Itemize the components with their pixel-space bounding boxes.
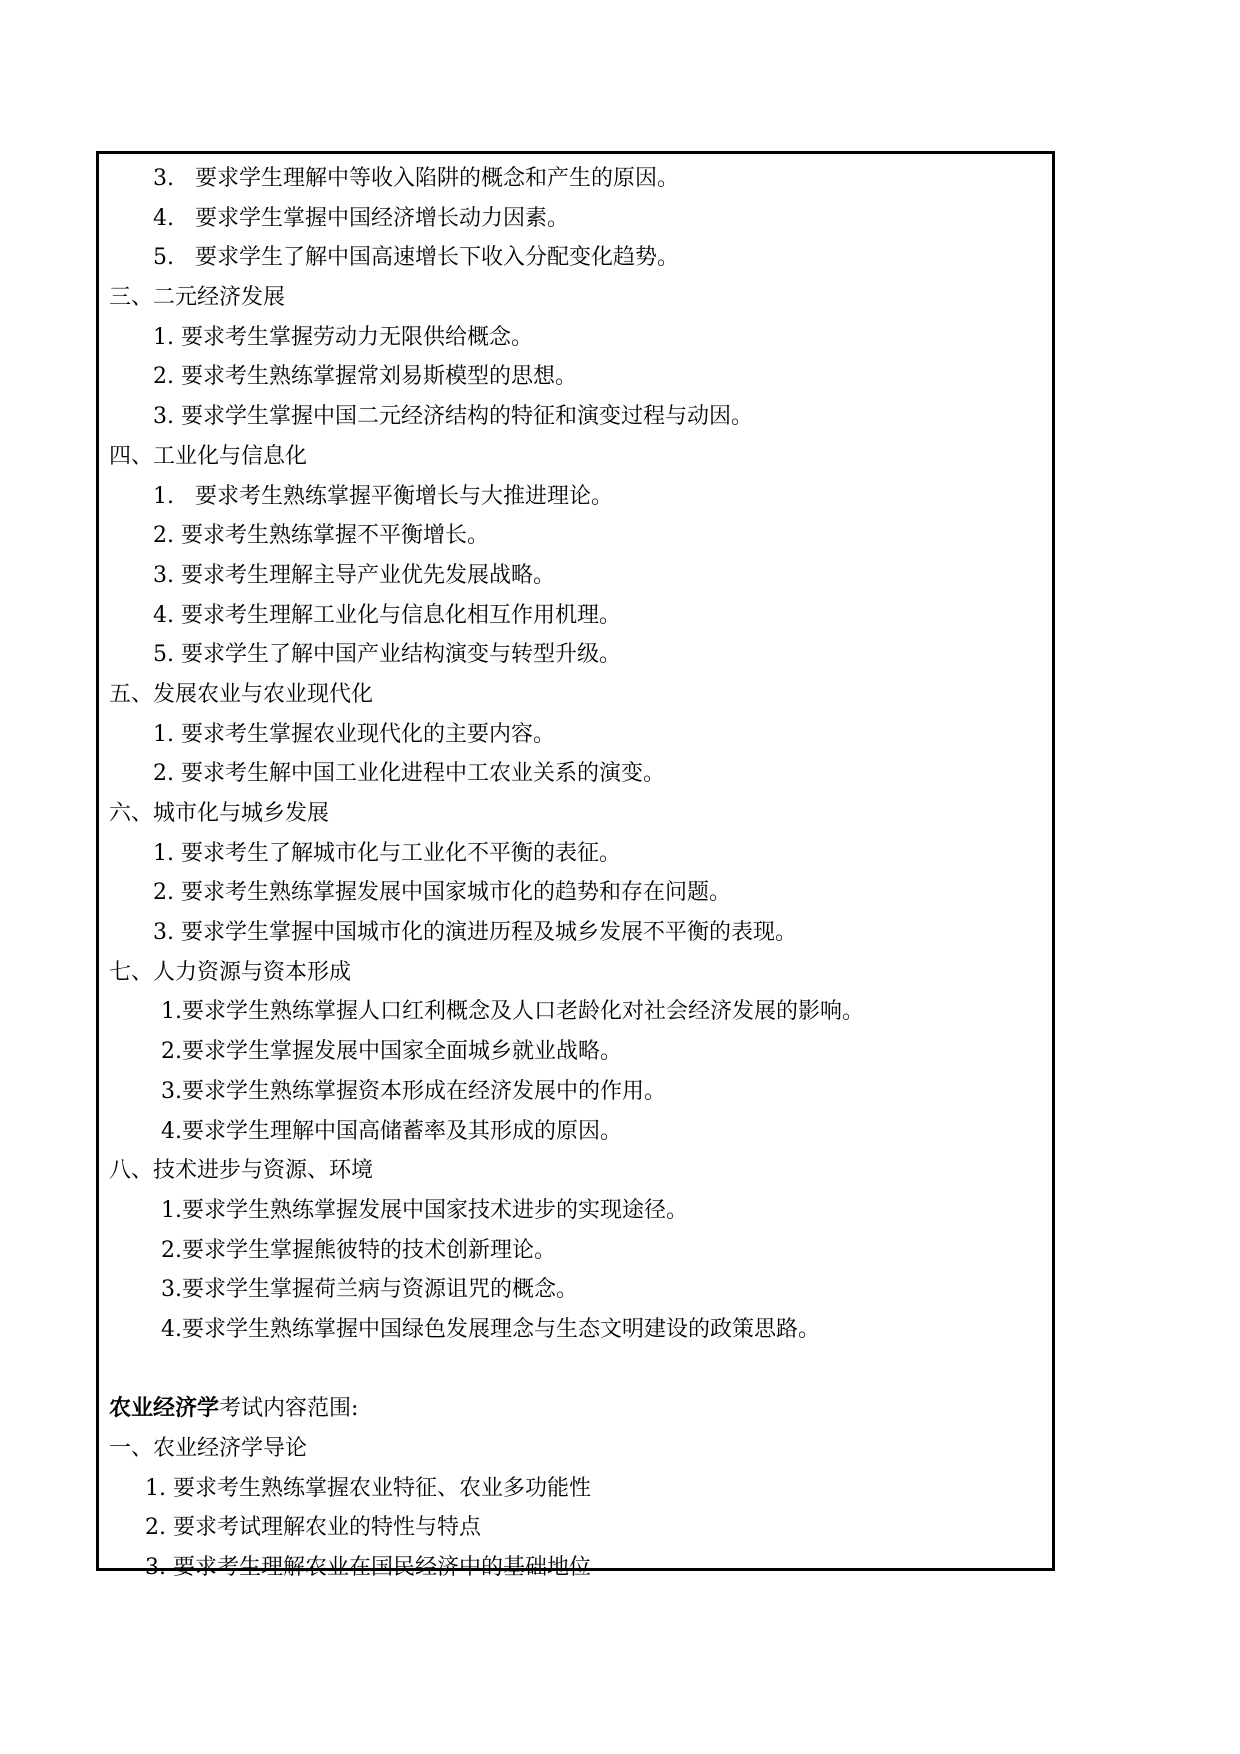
list-item: 3.要求学生掌握荷兰病与资源诅咒的概念。 [161, 1277, 578, 1303]
list-item: 2.要求学生掌握发展中国家全面城乡就业战略。 [161, 1039, 622, 1065]
subject-title: 农业经济学 [109, 1395, 220, 1422]
list-item: 1. 要求考生掌握农业现代化的主要内容。 [153, 721, 555, 747]
section-heading: 五、发展农业与农业现代化 [109, 681, 374, 707]
list-item: 5. 要求学生了解中国产业结构演变与转型升级。 [153, 642, 621, 668]
section-heading [99, 1389, 1052, 1429]
document-table-cell [96, 151, 1055, 1581]
list-item: 2. 要求考试理解农业的特性与特点 [145, 1515, 481, 1541]
section-heading: 一、农业经济学导论 [109, 1436, 308, 1461]
list-item: 1.要求学生熟练掌握人口红利概念及人口老龄化对社会经济发展的影响。 [161, 999, 864, 1025]
list-item: 3. 要求考生理解农业在国民经济中的基础地位 [145, 1555, 591, 1581]
list-item: 4. 要求考生理解工业化与信息化相互作用机理。 [153, 602, 621, 628]
list-item: 2. 要求考生熟练掌握不平衡增长。 [153, 523, 489, 549]
section-heading: 三、二元经济发展 [109, 285, 286, 311]
list-item: 1. 要求考生了解城市化与工业化不平衡的表征。 [153, 840, 621, 866]
section-heading: 六、城市化与城乡发展 [109, 801, 330, 826]
list-item: 1. 要求考生掌握劳动力无限供给概念。 [153, 324, 533, 350]
list-item: 3. 要求考生理解主导产业优先发展战略。 [153, 562, 555, 588]
list-item: 2. 要求考生解中国工业化进程中工农业关系的演变。 [153, 761, 665, 787]
list-item: 3. 要求学生掌握中国二元经济结构的特征和演变过程与动因。 [153, 404, 753, 430]
syllabus-content [99, 159, 1052, 1588]
section-heading: 八、技术进步与资源、环境 [109, 1158, 374, 1184]
list-item: 3. 要求学生理解中等收入陷阱的概念和产生的原因。 [153, 166, 679, 191]
list-item: 4.要求学生理解中国高储蓄率及其形成的原因。 [161, 1118, 622, 1144]
blank-line [99, 1350, 1052, 1390]
subject-subtitle: 考试内容范围: [219, 1396, 359, 1422]
list-item: 1.要求学生熟练掌握发展中国家技术进步的实现途径。 [161, 1197, 688, 1223]
section-heading: 七、人力资源与资本形成 [109, 959, 352, 985]
list-item: 2. 要求考生熟练掌握常刘易斯模型的思想。 [153, 364, 577, 390]
list-item: 2. 要求考生熟练掌握发展中国家城市化的趋势和存在问题。 [153, 880, 731, 906]
list-item: 3. 要求学生掌握中国城市化的演进历程及城乡发展不平衡的表现。 [153, 920, 797, 946]
list-item: 3.要求学生熟练掌握资本形成在经济发展中的作用。 [161, 1078, 666, 1104]
list-item: 4.要求学生熟练掌握中国绿色发展理念与生态文明建设的政策思路。 [161, 1316, 820, 1342]
list-item: 4. 要求学生掌握中国经济增长动力因素。 [153, 205, 569, 231]
list-item: 1. 要求考生熟练掌握农业特征、农业多功能性 [145, 1475, 591, 1501]
list-item: 5. 要求学生了解中国高速增长下收入分配变化趋势。 [153, 245, 679, 271]
list-item: 2.要求学生掌握熊彼特的技术创新理论。 [161, 1237, 556, 1263]
section-heading: 四、工业化与信息化 [109, 443, 308, 469]
list-item: 1. 要求考生熟练掌握平衡增长与大推进理论。 [153, 483, 613, 509]
